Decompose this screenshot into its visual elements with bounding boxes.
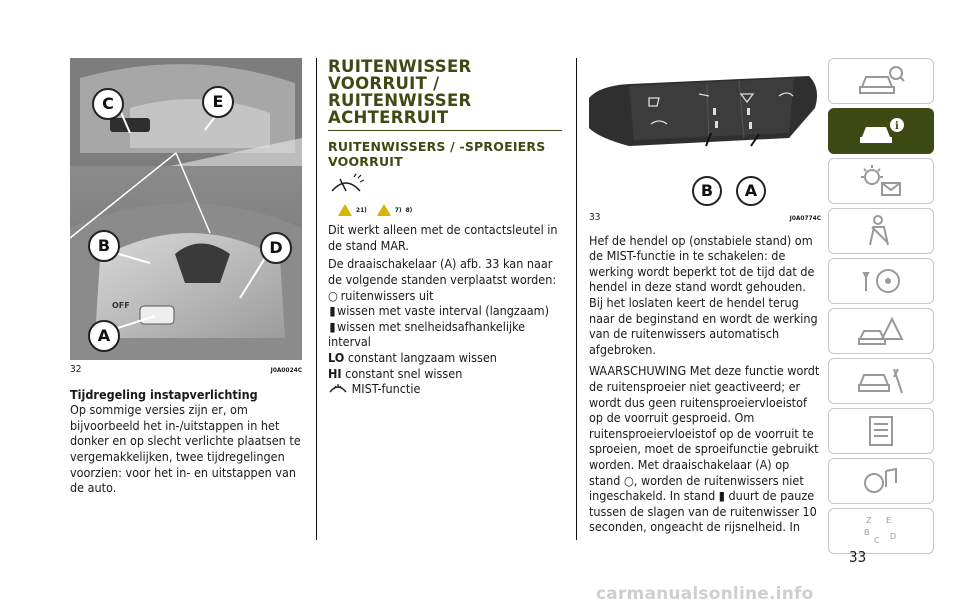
- wiper-icon: [330, 173, 562, 197]
- callout-c: C: [92, 88, 124, 120]
- svg-text:i: i: [895, 121, 899, 132]
- lead-text: De draaischakelaar (A) afb. 33 kan naar de volgende standen verplaatst worden:: [328, 256, 557, 287]
- mist-icon: [328, 382, 348, 394]
- svg-text:D: D: [890, 532, 897, 541]
- chapter-sidebar: [828, 58, 934, 558]
- steering-wheel-icon: [856, 263, 906, 299]
- list-item: HI constant snel wissen: [328, 365, 463, 381]
- off-symbol-icon: ○: [328, 287, 338, 303]
- warning-ref-2: 7): [394, 205, 402, 214]
- watermark: carmanualsonline.info: [596, 584, 814, 604]
- callout-e: E: [202, 86, 234, 118]
- checklist-icon: [856, 413, 906, 449]
- light-message-icon: [856, 163, 906, 199]
- body-paragraph: WAARSCHUWING Met deze functie wordt de ruitensproeier niet geactiveerd; er wordt dus geen ruitensproeiervloeistof op de voorruit gesproeid. Om ruitensproeiervloeistof op de voorruit te sproeien, moet de sproeifunctie gebruikt worden. Met draaischakelaar (A) op stand ○, worden de ruitenwissers niet ingeschakeld. In stand ▮ duurt de pauze tussen de slagen van de ruitenwisser 10 seconden, ongeacht de rijsnelheid. In: [589, 363, 820, 535]
- alphabet-index-icon: [856, 513, 906, 549]
- warning-ref-1: 21): [356, 205, 367, 214]
- tab-emergency[interactable]: [828, 308, 934, 354]
- list-item: ▮wissen met snelheidsafhankelijke interval: [328, 318, 526, 350]
- tab-getting-to-know[interactable]: [828, 108, 934, 154]
- callout-b: B: [88, 230, 120, 262]
- figure-33: [589, 58, 821, 206]
- warning-references: [338, 203, 562, 219]
- tab-safety[interactable]: [828, 208, 934, 254]
- multimedia-icon: [856, 463, 906, 499]
- figure-code: J0A0024C: [270, 366, 302, 374]
- list-item: ○ ruitenwissers uit: [328, 287, 434, 303]
- column-divider: [316, 58, 317, 540]
- list-item: ▮wissen met vaste interval (langzaam): [329, 303, 549, 319]
- figure-number: 33: [589, 212, 601, 223]
- figure-caption: [589, 210, 821, 227]
- middle-column: [328, 58, 562, 397]
- svg-text:B: B: [864, 528, 870, 537]
- figure-code: J0A0774C: [789, 214, 821, 222]
- warning-icon: [338, 204, 352, 216]
- tab-dashboard[interactable]: [828, 58, 934, 104]
- car-warning-icon: [856, 313, 906, 349]
- callout-d: D: [260, 232, 292, 264]
- warning-ref-3: 8): [405, 205, 413, 214]
- lo-symbol: LO: [328, 349, 345, 365]
- list-item: LO constant langzaam wissen: [328, 349, 497, 365]
- car-info-icon: [856, 113, 906, 149]
- intro-text: Dit werkt alleen met de contactsleutel in de stand MAR.: [328, 222, 558, 253]
- tab-warning-lights[interactable]: [828, 158, 934, 204]
- tab-multimedia[interactable]: [828, 458, 934, 504]
- sub-heading: RUITENWISSERS / -SPROEIERS VOORRUIT: [328, 139, 546, 169]
- figure-number: 32: [70, 364, 82, 375]
- svg-text:E: E: [886, 516, 892, 525]
- caution-icon: [377, 204, 391, 216]
- callout-a: A: [88, 320, 120, 352]
- tab-technical-data[interactable]: [828, 408, 934, 454]
- tab-index[interactable]: [828, 508, 934, 554]
- hi-symbol: HI: [328, 365, 342, 381]
- car-search-icon: [856, 63, 906, 99]
- section-title: Tijdregeling instapverlichting: [70, 386, 258, 402]
- callout-a: A: [736, 176, 766, 206]
- svg-text:Z: Z: [866, 516, 872, 525]
- tab-starting-driving[interactable]: [828, 258, 934, 304]
- callout-b: B: [692, 176, 722, 206]
- left-column: [70, 58, 302, 496]
- figure-caption: [70, 362, 302, 379]
- interval-symbol-icon: ▮: [329, 303, 336, 319]
- right-column: [589, 58, 821, 535]
- page-number: 33: [849, 548, 867, 566]
- column-divider: [576, 58, 577, 540]
- main-heading: RUITENWISSER VOORRUIT / RUITENWISSER ACHTERRUIT: [328, 58, 562, 131]
- tab-maintenance[interactable]: [828, 358, 934, 404]
- off-label: OFF: [112, 301, 130, 310]
- seatbelt-icon: [856, 213, 906, 249]
- car-wrench-icon: [856, 363, 906, 399]
- body-paragraph: Op sommige versies zijn er, om bijvoorbeeld het in-/uitstappen in het donker en op slecht verlichte plaatsen te vergemakkelijken, twee tijdregelingen voorzien: voor het in- en uitstappen van de auto.: [70, 402, 301, 496]
- position-list: [328, 288, 562, 397]
- svg-text:C: C: [874, 536, 880, 545]
- body-paragraph: Hef de hendel op (onstabiele stand) om de MIST-functie in te schakelen: de werking wordt beperkt tot de tijd dat de hendel in deze stand wordt gehouden. Bij het loslaten keert de hendel terug naar de beginstand en wordt de werking van de ruitenwissers automatisch afgebroken.: [589, 232, 818, 357]
- speed-interval-symbol-icon: ▮: [329, 318, 336, 334]
- list-item: MIST-functie: [328, 381, 562, 397]
- figure-32: [70, 58, 302, 360]
